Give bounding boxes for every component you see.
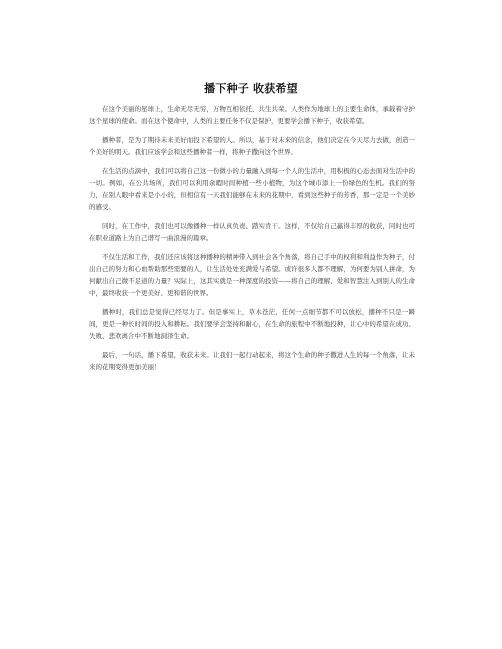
paragraph: 不仅生活和工作，我们还应该将这种播种的精神带入到社会各个角落，将自己手中的权利和利益作为种子，付出自己的努力和心血帮助那些需要的人，让生活处处充满爱与希望。或许很多人都不理解，为何要为别人拼命，为何献出自己微不足道的力量？实际上，这其实就是一种深度的投资——将自己的理解、爱和智慧注入到别人的生命中，最终收获一个更美好、更和谐的世界。 xyxy=(89,253,415,297)
paragraph: 最后，一句话，播下希望，收获未来。让我们一起行动起来，将这个生命的种子撒进人生的每一个角落，让未来的花期变得更加美丽！ xyxy=(89,351,415,371)
document-title: 播下种子 收获希望 xyxy=(204,82,298,95)
document-body xyxy=(89,103,415,380)
paragraph: 在这个美丽的星球上，生命无尽无穷，万物互相依托、共生共荣。人类作为地球上的主要生命体，承载着守护这个星球的使命。而在这个使命中，人类的主要任务不仅是保护，更要学会播下种子，收获希望。 xyxy=(89,105,415,125)
paragraph: 播种者，是为了期待未来美好而投下希望的人。所以，基于对未来的信念，他们决定在今天尽力去做，创造一个美好的明天。我们应该学会和这些播种者一样，将种子撒向这个世界。 xyxy=(89,136,415,156)
paragraph: 播种时，我们总是觉得已经尽力了。但是事实上，草木苍茫，任何一点细节都不可以放松，播种不只是一瞬间，更是一种长时间的投入和耕耘。我们要学会坚持和耐心，在生命的旅程中不断地投种，让心中的希望在成功、失败、悲欢离合中不断地洞泽生命。 xyxy=(89,308,415,340)
paragraph: 在生活的点滴中，我们可以将自己这一份微小的力量融入到每一个人的生活中，用积极的心态去面对生活中的一切。例如，在公共场所，我们可以利用余暇时间种植一些小植物，为这个城市添上一份绿色的生机。我们的努力，在别人眼中看来是小小的，但相信有一天我们能够在未来的花期中，看到这些种子的芳香，那一定是一个美妙的感受。 xyxy=(89,167,415,211)
paragraph: 同时，在工作中，我们也可以像播种一样认真负责、踏实肯干。这样，不仅给自己赢得丰厚的收获，同时也可在职业道路上为自己谱写一曲浪漫的篇章。 xyxy=(89,222,415,242)
